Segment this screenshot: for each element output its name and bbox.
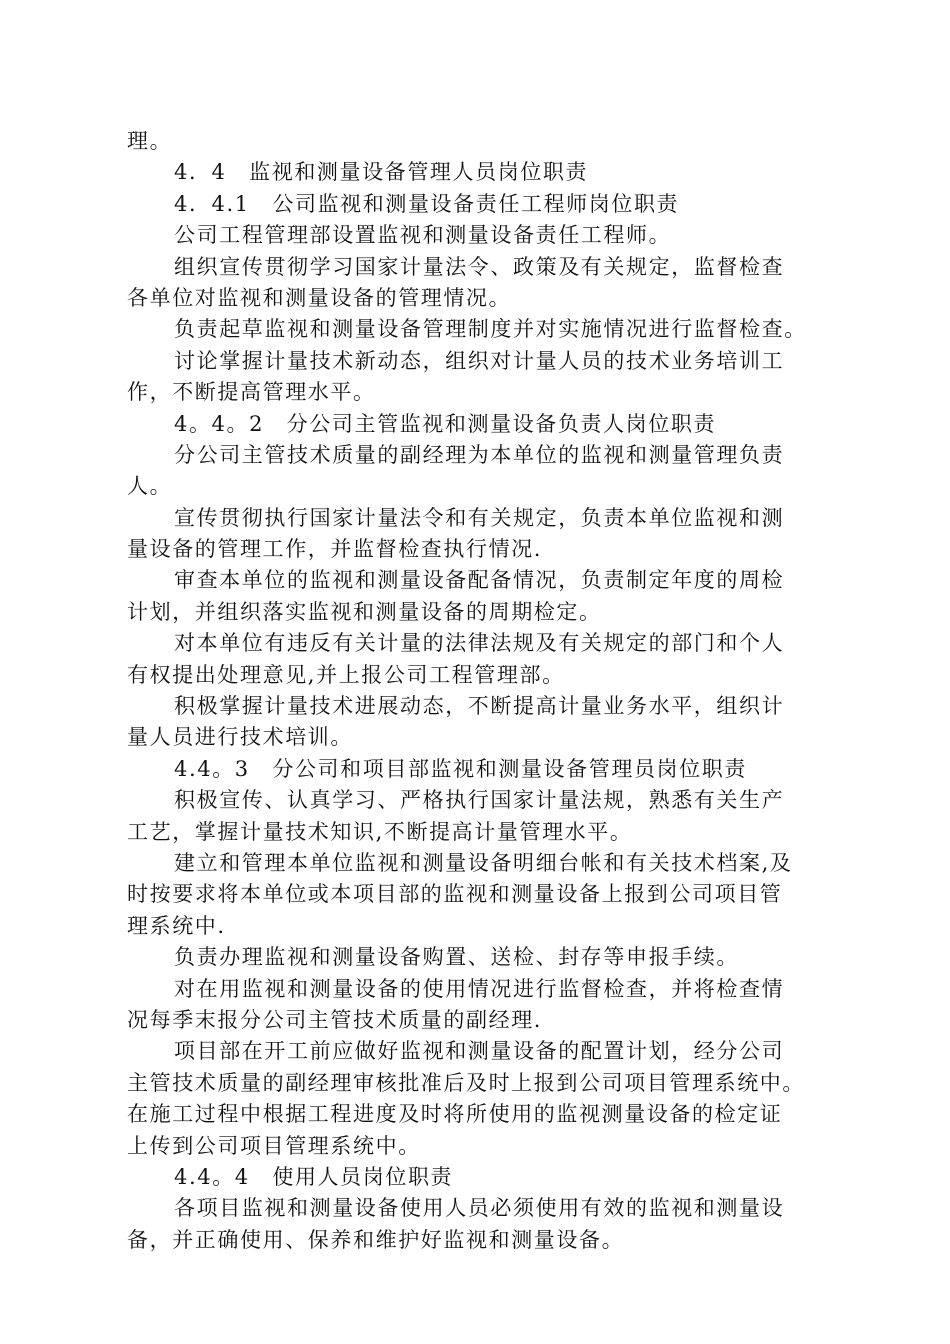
text-line: 积极宣传、认真学习、严格执行国家计量法规，熟悉有关生产 (174, 788, 785, 813)
text-line: 上传到公司项目管理系统中。 (127, 1133, 421, 1158)
text-line: 项目部在开工前应做好监视和测量设备的配置计划，经分公司 (174, 1039, 785, 1064)
document-body (127, 126, 827, 1256)
text-line: 各单位对监视和测量设备的管理情况。 (127, 285, 512, 310)
text-line: 工艺，掌握计量技术知识,不断提高计量管理水平。 (127, 819, 633, 844)
text-line: 4。4。2 分公司主管监视和测量设备负责人岗位职责 (174, 411, 717, 436)
text-line: 负责起草监视和测量设备管理制度并对实施情况进行监督检查。 (174, 317, 807, 342)
text-line: 有权提出处理意见,并上报公司工程管理部。 (127, 662, 565, 687)
text-line: 负责办理监视和测量设备购置、送检、封存等申报手续。 (174, 945, 739, 970)
text-line: 宣传贯彻执行国家计量法令和有关规定，负责本单位监视和测 (174, 505, 785, 530)
text-line: 在施工过程中根据工程进度及时将所使用的监视测量设备的检定证 (127, 1102, 783, 1127)
text-line: 公司工程管理部设置监视和测量设备责任工程师。 (174, 223, 672, 248)
text-line: 量人员进行技术培训。 (127, 725, 353, 750)
text-line: 量设备的管理工作，并监督检查执行情况. (127, 537, 543, 562)
text-line: 计划，并组织落实监视和测量设备的周期检定。 (127, 599, 602, 624)
text-line: 审查本单位的监视和测量设备配备情况，负责制定年度的周检 (174, 568, 785, 593)
text-line: 4.4。3 分公司和项目部监视和测量设备管理员岗位职责 (174, 756, 747, 781)
text-line: 况每季末报分公司主管技术质量的副经理. (127, 1007, 543, 1032)
text-line: 时按要求将本单位或本项目部的监视和测量设备上报到公司项目管 (127, 882, 783, 907)
text-line: 积极掌握计量技术进展动态，不断提高计量业务水平，组织计 (174, 694, 785, 719)
text-line: 对在用监视和测量设备的使用情况进行监督检查，并将检查情 (174, 976, 785, 1001)
text-line: 主管技术质量的副经理审核批准后及时上报到公司项目管理系统中。 (127, 1070, 805, 1095)
text-line: 4.4。4 使用人员岗位职责 (174, 1164, 454, 1189)
text-line: 建立和管理本单位监视和测量设备明细台帐和有关技术档案,及 (174, 850, 793, 875)
text-line: 组织宣传贯彻学习国家计量法令、政策及有关规定，监督检查 (174, 254, 785, 279)
text-line: 分公司主管技术质量的副经理为本单位的监视和测量管理负责 (174, 442, 785, 467)
text-line: 人。 (127, 474, 173, 499)
text-line: 4．4.1 公司监视和测量设备责任工程师岗位职责 (174, 191, 680, 216)
text-line: 理系统中. (127, 913, 226, 938)
text-line: 理。 (127, 129, 173, 153)
text-line: 讨论掌握计量技术新动态，组织对计量人员的技术业务培训工 (174, 348, 785, 373)
text-line: 备，并正确使用、保养和维护好监视和测量设备。 (127, 1227, 625, 1252)
text-line: 各项目监视和测量设备使用人员必须使用有效的监视和测量设 (174, 1196, 785, 1221)
text-line: 对本单位有违反有关计量的法律法规及有关规定的部门和个人 (174, 631, 785, 656)
text-line: 作，不断提高管理水平。 (127, 380, 376, 405)
text-line: 4．4 监视和测量设备管理人员岗位职责 (174, 160, 589, 185)
